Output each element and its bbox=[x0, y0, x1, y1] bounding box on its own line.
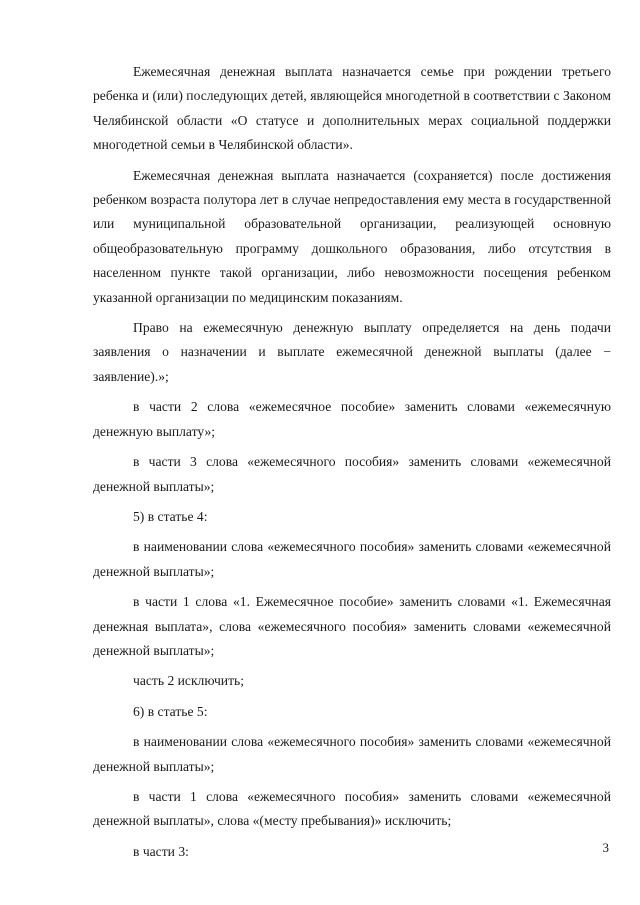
document-body bbox=[93, 60, 611, 870]
paragraph-8: в части 1 слова «1. Ежемесячное пособие» заменить словами «1. Ежемесячная денежная выплата», слова «ежемесячного пособия» заменить словами «ежемесячной денежной выплаты»; bbox=[93, 594, 611, 658]
paragraph-7: в наименовании слова «ежемесячного пособия» заменить словами «ежемесячной денежной выплаты»; bbox=[93, 539, 611, 579]
paragraph-1: Ежемесячная денежная выплата назначается семье при рождении третьего ребенка и (или) последующих детей, являющейся многодетной в соответствии с Законом Челябинской области «О статусе и дополнительных мерах социальной поддержки многодетной семьи в Челябинской области». bbox=[93, 64, 611, 153]
page-number: 3 bbox=[602, 840, 609, 855]
paragraph-6: 5) в статье 4: bbox=[133, 508, 208, 524]
paragraph-10: 6) в статье 5: bbox=[133, 703, 208, 719]
paragraph-9: часть 2 исключить; bbox=[133, 673, 244, 689]
paragraph-13: в части 3: bbox=[133, 843, 189, 859]
paragraph-3: Право на ежемесячную денежную выплату определяется на день подачи заявления о назначении и выплате ежемесячной денежной выплаты (далее − заявление).»; bbox=[93, 320, 611, 384]
paragraph-12: в части 1 слова «ежемесячного пособия» заменить словами «ежемесячной денежной выплаты», слова «(месту пребывания)» исключить; bbox=[93, 788, 611, 829]
paragraph-4: в части 2 слова «ежемесячное пособие» заменить словами «ежемесячную денежную выплату»; bbox=[93, 399, 611, 439]
paragraph-11: в наименовании слова «ежемесячного пособия» заменить словами «ежемесячной денежной выплаты»; bbox=[93, 734, 611, 774]
paragraph-2: Ежемесячная денежная выплата назначается (сохраняется) после достижения ребенком возраста полутора лет в случае непредоставления ему места в государственной или муниципальной образовательной организации, реализующей основную общеобразовательную программу дошкольного образования, либо отсутствия в населенном пункте такой организации, либо невозможности посещения ребенком указанной организации по медицинским показаниям. bbox=[93, 167, 611, 305]
paragraph-5: в части 3 слова «ежемесячного пособия» заменить словами «ежемесячной денежной выплаты»; bbox=[93, 454, 611, 494]
